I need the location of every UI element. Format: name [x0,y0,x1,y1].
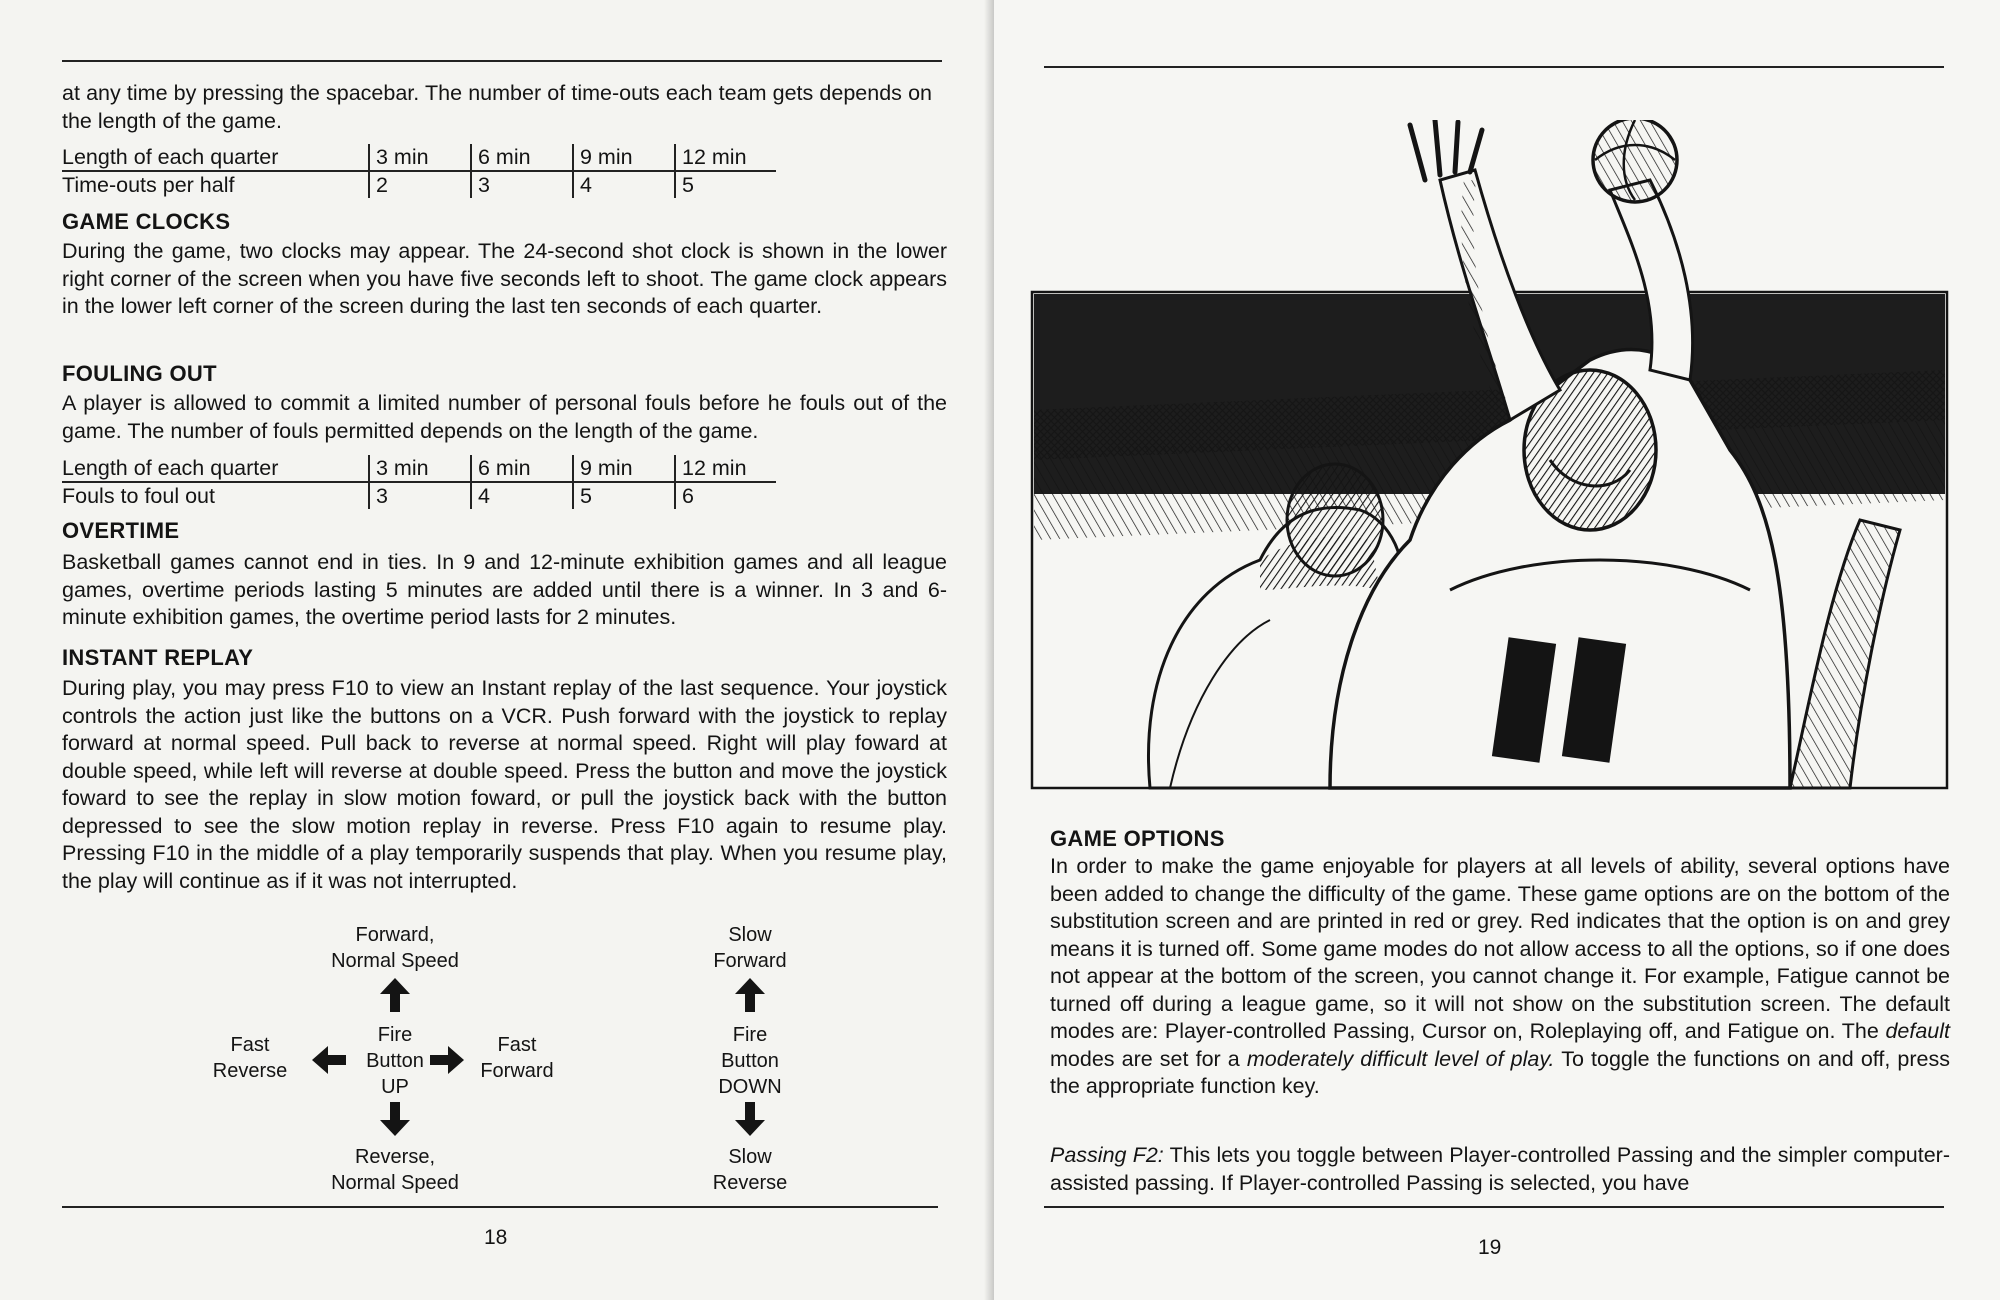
slow-forward-label: Slow Forward [713,924,787,972]
intro-paragraph: at any time by pressing the spacebar. The number of time-outs each team gets depends on the length of the game. [62,81,932,133]
instant-replay-paragraph: During play, you may press F10 to view an Instant replay of the last sequence. Your joystick controls the action just like the buttons on a VCR. Push forward with the joystick to replay forward at normal speed. Pull back to reverse at normal speed. Right will play foward at double speed, while left will reverse at double speed. Press the button and move the joystick foward to see the replay in slow motion foward, or pull the joystick back with the button depressed to see the slow motion replay in reverse. Press F10 again to resume play. Pressing F10 in the middle of a play temporarily suspends that play. When you resume play, the play will continue as if it was not interrupted. [62,676,947,893]
fouling-out-paragraph: A player is allowed to commit a limited number of personal fouls before he fouls out of the game. The number of fouls permitted depends on the length of the game. [62,391,947,443]
fouls-table [62,455,776,509]
arrow-down-icon [380,1102,410,1136]
table-cell: 3 [471,171,573,198]
joystick-diagram-button-up [200,922,580,1202]
basketball-jump-shot-illustration [1030,120,1950,800]
table-cell: 5 [675,171,776,198]
game-clocks-heading: GAME CLOCKS [62,209,231,234]
fouling-out-heading: FOULING OUT [62,361,217,386]
table-header-cell: Length of each quarter [62,144,369,171]
fire-button-down-label: Fire Button DOWN [718,1024,782,1098]
table-cell: Fouls to foul out [62,484,215,508]
game-options-heading: GAME OPTIONS [1050,826,1225,851]
fast-forward-label: Fast Forward [480,1034,554,1082]
bottom-rule [1044,1206,1944,1208]
table-header-cell: 9 min [573,455,675,482]
fast-reverse-label: Fast Reverse [212,1034,288,1082]
page-right [994,0,2000,1300]
table-cell: 3 [369,482,471,509]
table-cell: 6 [675,482,776,509]
arrow-down-icon [735,1102,765,1136]
instant-replay-heading: INSTANT REPLAY [62,645,254,670]
overtime-heading: OVERTIME [62,518,180,543]
page-number: 19 [1478,1236,1502,1259]
game-clocks-paragraph: During the game, two clocks may appear. The 24-second shot clock is shown in the lower right corner of the screen when you have five seconds left to shoot. The game clock appears in the lower left corner of the screen during the last ten seconds of each quarter. [62,239,947,318]
overtime-paragraph: Basketball games cannot end in ties. In 9 and 12-minute exhibition games and all league games, overtime periods lasting 5 minutes are added until there is a winner. In 3 and 6-minute exhibition games, the overtime period lasts for 2 minutes. [62,550,947,629]
table-cell: 5 [573,482,675,509]
passing-paragraph: Passing F2: This lets you toggle between Player-controlled Passing and the simpler computer-assisted passing. If Player-controlled Passing is selected, you have [1050,1143,1950,1195]
bottom-rule [62,1206,938,1208]
table-cell: 4 [573,171,675,198]
table-header-cell: 12 min [675,455,776,482]
arrow-up-icon [735,978,765,1012]
timeouts-table [62,144,776,198]
table-header-cell: 6 min [471,455,573,482]
table-cell: 4 [471,482,573,509]
slow-reverse-label: Slow Reverse [712,1146,788,1194]
forward-normal-label: Forward, Normal Speed [331,924,459,972]
table-header-cell: 6 min [471,144,573,171]
table-header-cell: 12 min [675,144,776,171]
top-rule [62,60,942,62]
table-header-cell: 3 min [369,455,471,482]
table-header-cell: Length of each quarter [62,455,369,482]
fire-button-up-label: Fire Button UP [366,1024,424,1098]
arrow-up-icon [380,978,410,1012]
page-left [0,0,990,1300]
arrow-right-icon [430,1046,464,1074]
table-cell: 2 [369,171,471,198]
top-rule [1044,66,1944,68]
arrow-left-icon [312,1046,346,1074]
page-number: 18 [484,1226,508,1249]
game-options-paragraph: In order to make the game enjoyable for players at all levels of ability, several options have been added to change the difficulty of the game. These game options are on the bottom of the substitution screen and are printed in red or grey. Red indicates that the option is on and grey means it is turned off. Some game modes do not allow access to all the options, so if one does not appear at the bottom of the screen, you cannot change it. For example, Fatigue cannot be turned off during a league game, so it will not show on the substitution screen. The default modes are: Player-controlled Passing, Cursor on, Roleplaying off, and Fatigue on. The default modes are set for a moderately difficult level of play. To toggle the functions on and off, press the appropriate function key. [1050,854,1950,1098]
table-header-cell: 3 min [369,144,471,171]
joystick-diagram-button-down [690,922,810,1202]
table-cell: Time-outs per half [62,173,235,197]
reverse-normal-label: Reverse, Normal Speed [331,1146,459,1194]
table-header-cell: 9 min [573,144,675,171]
